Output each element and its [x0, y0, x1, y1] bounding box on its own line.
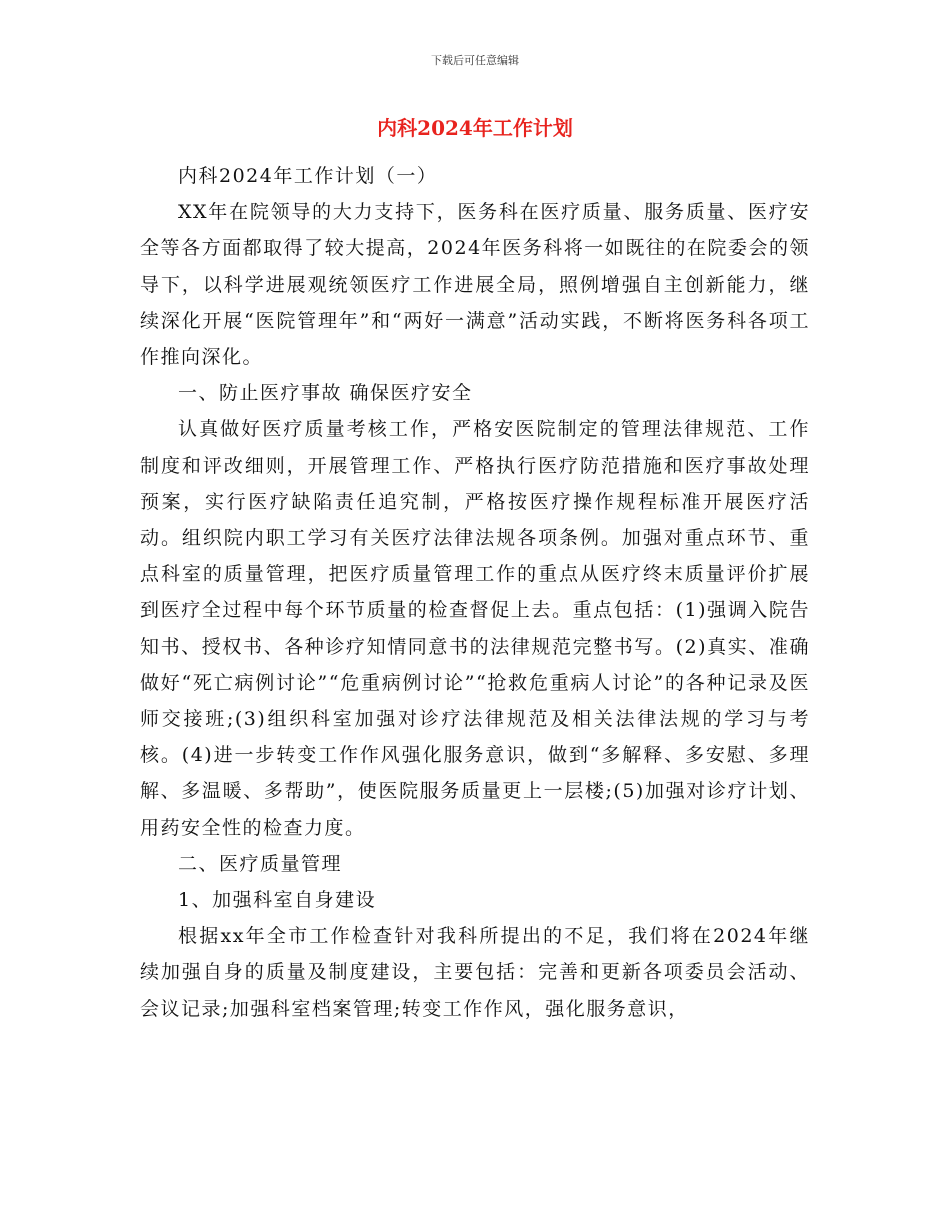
section-heading-1: 一、防止医疗事故 确保医疗安全 [178, 382, 473, 405]
paragraph-subtitle: 内科2024年工作计划（一） [178, 165, 438, 187]
document-body [140, 158, 810, 1027]
header-note: 下载后可任意编辑 [431, 54, 519, 67]
paragraph-intro: XX年在院领导的大力支持下，医务科在医疗质量、服务质量、医疗安全等各方面都取得了较大提高，2024年医务科将一如既往的在院委会的领导下，以科学进展观统领医疗工作进展全局，照例增强自主创新能力，继续深化开展“医院管理年”和“两好一满意”活动实践，不断将医务科各项工作推向深化。 [140, 201, 810, 369]
subsection-heading-1: 1、加强科室自身建设 [178, 889, 377, 912]
paragraph-section-1: 认真做好医疗质量考核工作，严格安医院制定的管理法律规范、工作制度和评改细则，开展管理工作、严格执行医疗防范措施和医疗事故处理预案，实行医疗缺陷责任追究制，严格按医疗操作规程标准开展医疗活动。组织院内职工学习有关医疗法律法规各项条例。加强对重点环节、重点科室的质量管理，把医疗质量管理工作的重点从医疗终末质量评价扩展到医疗全过程中每个环节质量的检查督促上去。重点包括：(1)强调入院告知书、授权书、各种诊疗知情同意书的法律规范完整书写。(2)真实、准确做好“死亡病例讨论”“危重病例讨论”“抢救危重病人讨论”的各种记录及医师交接班;(3)组织科室加强对诊疗法律规范及相关法律法规的学习与考核。(4)进一步转变工作作风强化服务意识，做到“多解释、多安慰、多理解、多温暖、多帮助”，使医院服务质量更上一层楼;(5)加强对诊疗计划、用药安全性的检查力度。 [140, 418, 810, 839]
section-heading-2: 二、医疗质量管理 [178, 852, 343, 875]
paragraph-subsection-1: 根据xx年全市工作检查针对我科所提出的不足，我们将在2024年继续加强自身的质量及制度建设，主要包括：完善和更新各项委员会活动、会议记录;加强科室档案管理;转变工作作风，强化服务意识， [140, 925, 810, 1020]
document-title: 内科2024年工作计划 [377, 116, 573, 140]
